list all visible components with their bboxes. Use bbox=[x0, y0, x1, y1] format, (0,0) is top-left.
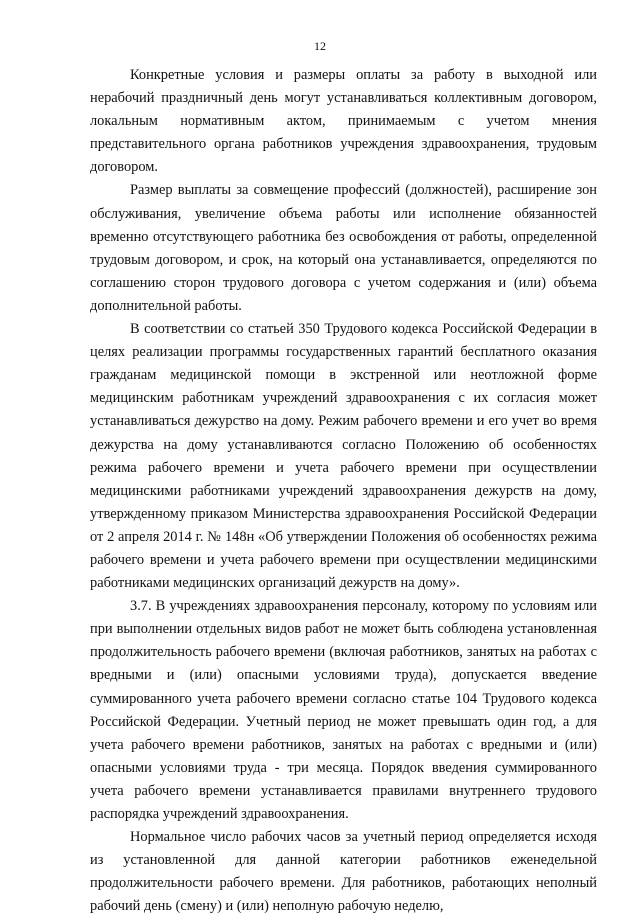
paragraph-normal-hours: Нормальное число рабочих часов за учетный период определяется исходя из установленной для данной категории работников еженедельной продолжительности рабочего времени. Для работников, работающих неполный рабочий день (смену) и (или) неполную рабочую неделю, bbox=[90, 829, 597, 915]
paragraph-holiday-pay: Конкретные условия и размеры оплаты за работу в выходной или нерабочий праздничный день могут устанавливаться коллективным договором, локальным нормативным актом, принимаемым с учетом мнения представительного органа работников учреждения здравоохранения, трудовым договором. bbox=[90, 67, 597, 176]
paragraph-section-3-7: 3.7. В учреждениях здравоохранения персоналу, которому по условиям или при выполнении отдельных видов работ не может быть соблюдена установленная продолжительность рабочего времени (включая работников, занятых на работах с вредными и (или) опасными условиями труда), допускается введение суммированного учета рабочего времени согласно статье 104 Трудового кодекса Российской Федерации. Учетный период не может превышать один год, а для учета рабочего времени работников, занятых на работах с вредными и (или) опасными условиями труда - три месяца. Порядок введения суммированного учета рабочего времени устанавливается правилами внутреннего трудового распорядка учреждений здравоохранения. bbox=[90, 598, 597, 822]
paragraph-home-duty: В соответствии со статьей 350 Трудового кодекса Российской Федерации в целях реализации программы государственных гарантий бесплатного оказания гражданам медицинской помощи в экстренной или неотложной форме медицинским работникам учреждений здравоохранения с их согласия может устанавливаться дежурство на дому. Режим рабочего времени и его учет во время дежурства на дому устанавливаются согласно Положению об особенностях режима рабочего времени и учета рабочего времени при осуществлении медицинскими работниками учреждений здравоохранения дежурств на дому, утвержденному приказом Министерства здравоохранения Российской Федерации от 2 апреля 2014 г. № 148н «Об утверждении Положения об особенностях режима рабочего времени и учета рабочего времени при осуществлении медицинскими работниками медицинских организаций дежурств на дому». bbox=[90, 321, 597, 592]
document-body bbox=[90, 64, 597, 918]
page-number: 12 bbox=[314, 39, 326, 53]
paragraph-combined-duties-pay: Размер выплаты за совмещение профессий (должностей), расширение зон обслуживания, увеличение объема работы или исполнение обязанностей временно отсутствующего работника без освобождения от работы, определенной трудовым договором, и срок, на который она устанавливается, определяются по соглашению сторон трудового договора с учетом содержания и (или) объема дополнительной работы. bbox=[90, 182, 597, 314]
